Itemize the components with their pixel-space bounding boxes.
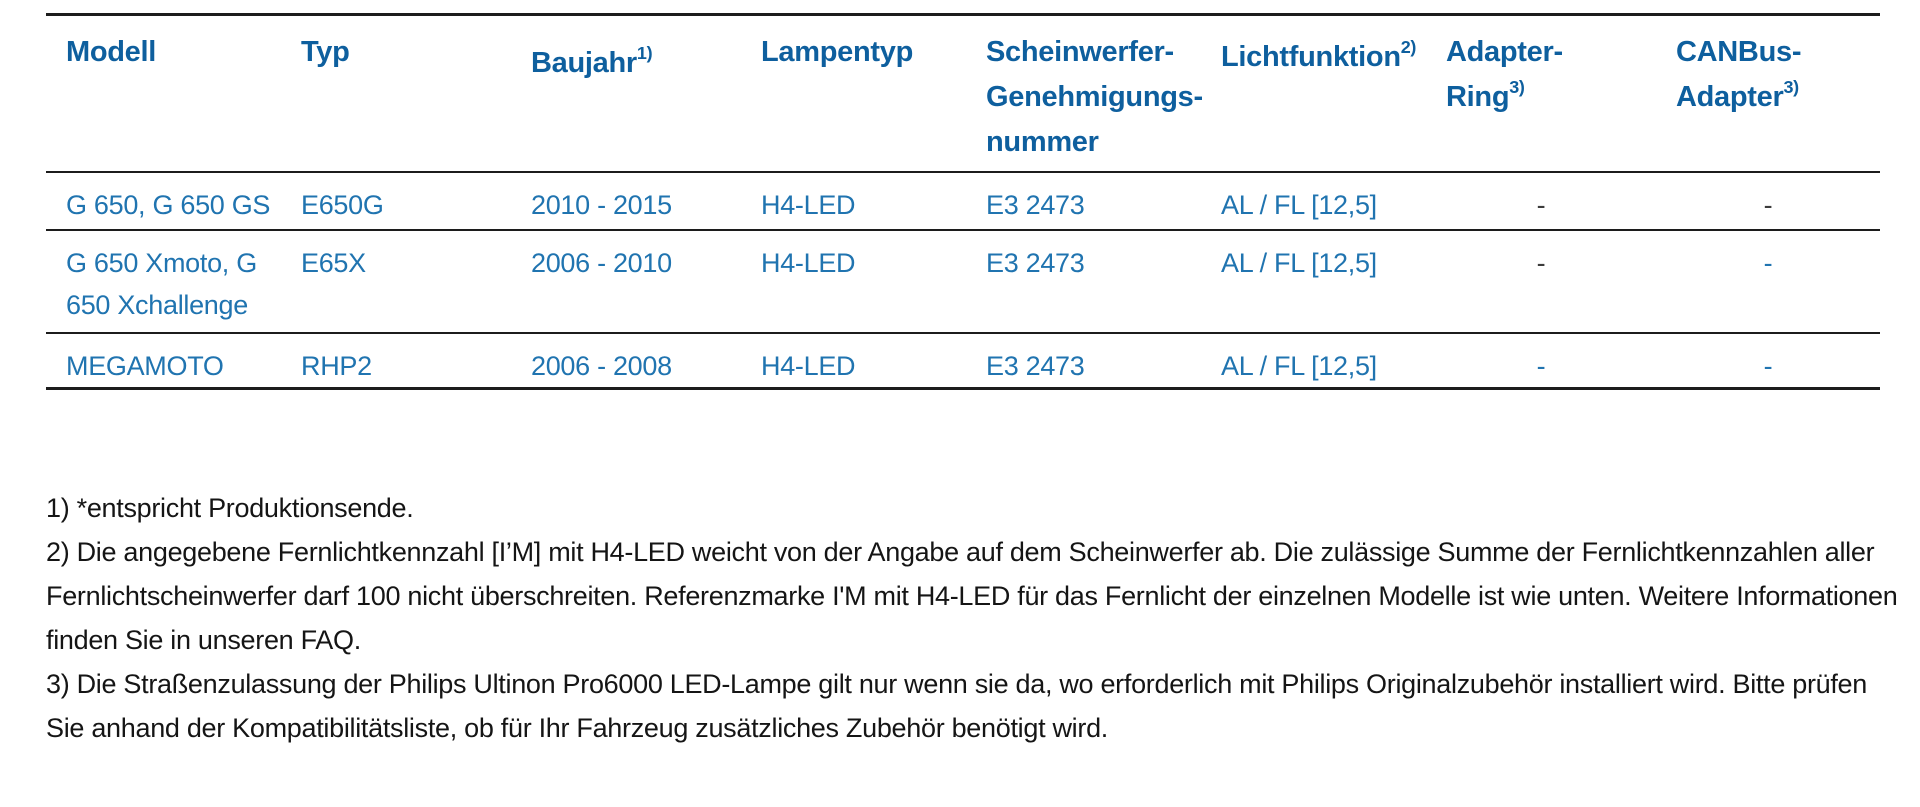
column-header-adapter-ring <box>1426 15 1656 172</box>
column-header-label: Modell <box>66 36 157 68</box>
footnote-marker: 2) <box>1400 37 1417 58</box>
table-cell: - <box>1536 247 1546 278</box>
column-header-typ <box>281 15 511 172</box>
table-row <box>46 172 1880 230</box>
table-cell: G 650, G 650 GS <box>66 189 271 220</box>
header-row <box>46 15 1880 172</box>
footnote: 2) Die angegebene Fernlichtkennzahl [I’M] mit H4-LED weicht von der Angabe auf dem Scheinwerfer ab. Die zulässige Summe der Fernlichtkennzahlen aller Fernlichtscheinwerfer darf 100 nicht überschreiten. Referenzmarke I'M mit H4-LED für das Fernlicht der einzelnen Modelle ist wie unten. Weitere Informationen finden Sie in unseren FAQ. <box>46 537 1898 655</box>
column-header-label: Baujahr$^{1)}$ <box>531 43 653 79</box>
column-header-canbus-adapter <box>1656 15 1880 172</box>
table-cell: AL / FL [12,5] <box>1221 247 1377 278</box>
table-cell: E3 2473 <box>986 189 1085 220</box>
table-row <box>46 333 1880 389</box>
column-header-label: Lampentyp <box>761 36 913 68</box>
table-cell: H4-LED <box>761 247 856 278</box>
table-cell: - <box>1763 350 1773 381</box>
column-header-label: Typ <box>301 36 350 68</box>
table-cell: - <box>1763 189 1773 220</box>
table-cell: 2010 - 2015 <box>531 189 672 220</box>
column-header-lichtfunktion <box>1201 15 1426 172</box>
table-row <box>46 230 1880 333</box>
column-header-label: Ring$^{3)}$ <box>1446 77 1525 113</box>
table-cell: G 650 Xmoto, G 650 Xchallenge <box>66 247 257 320</box>
footnotes <box>46 486 1898 750</box>
table-cell: AL / FL [12,5] <box>1221 350 1377 381</box>
table-cell: H4-LED <box>761 350 856 381</box>
column-header-baujahr <box>511 15 741 172</box>
table-cell: RHP2 <box>301 350 372 381</box>
table-cell: - <box>1763 247 1773 278</box>
table-cell: 2006 - 2008 <box>531 350 672 381</box>
compatibility-table <box>46 13 1880 390</box>
column-header-modell <box>46 15 281 172</box>
column-header-label: Adapter$^{3)}$ <box>1676 77 1799 113</box>
column-header-label: Genehmigungs- <box>986 81 1203 113</box>
table-cell: - <box>1536 350 1546 381</box>
column-header-label: CANBus- <box>1676 36 1802 68</box>
table-cell: E650G <box>301 189 384 220</box>
compatibility-table-wrap <box>46 13 1880 390</box>
footnote: 1) *entspricht Produktionsende. <box>46 493 414 523</box>
footnote-marker: 3) <box>1509 77 1525 98</box>
table-cell: AL / FL [12,5] <box>1221 189 1377 220</box>
table-cell: E65X <box>301 247 366 278</box>
column-header-scheinwerfer-genehmigungsnummer <box>966 15 1201 172</box>
table-cell: 2006 - 2010 <box>531 247 672 278</box>
column-header-label: Scheinwerfer- <box>986 36 1174 68</box>
table-cell: MEGAMOTO <box>66 350 224 381</box>
table-cell: H4-LED <box>761 189 856 220</box>
table-cell: E3 2473 <box>986 350 1085 381</box>
footnote-marker: 1) <box>636 43 653 64</box>
column-header-lampentyp <box>741 15 966 172</box>
column-header-label: Adapter- <box>1446 36 1563 68</box>
table-cell: - <box>1536 189 1546 220</box>
column-header-label: nummer <box>986 126 1099 158</box>
footnote-marker: 3) <box>1783 77 1799 98</box>
table-cell: E3 2473 <box>986 247 1085 278</box>
footnote: 3) Die Straßenzulassung der Philips Ultinon Pro6000 LED-Lampe gilt nur wenn sie da, wo erforderlich mit Philips Originalzubehör installiert wird. Bitte prüfen Sie anhand der Kompatibilitätsliste, ob für Ihr Fahrzeug zusätzliches Zubehör benötigt wird. <box>46 669 1867 743</box>
column-header-label: Lichtfunktion$^{2)}$ <box>1221 37 1417 73</box>
